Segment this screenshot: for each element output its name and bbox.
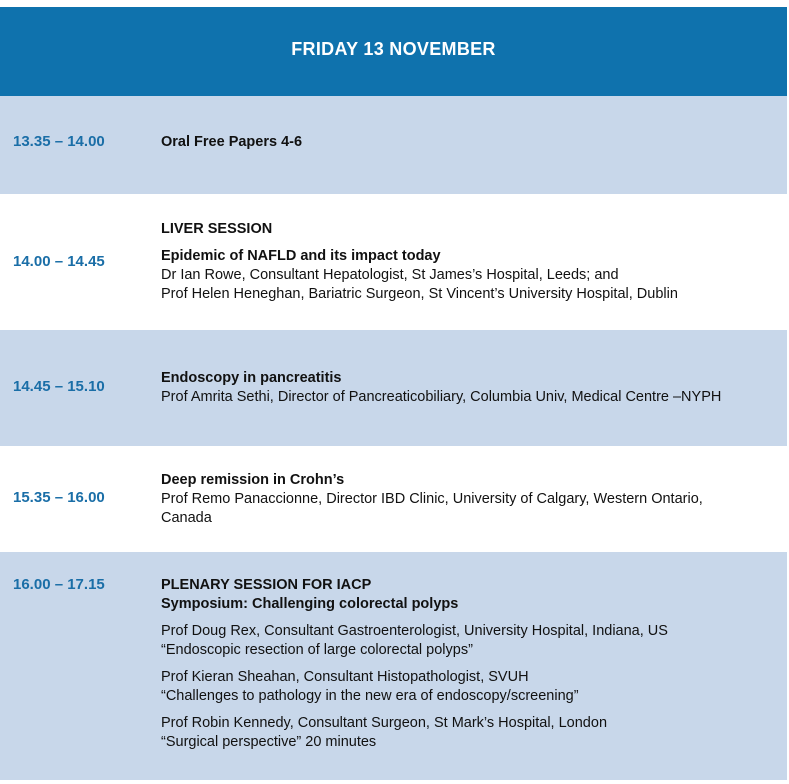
session-time: 16.00 – 17.15	[13, 576, 105, 593]
session-title: Epidemic of NAFLD and its impact today	[161, 248, 441, 264]
speaker-line: Prof Amrita Sethi, Director of Pancreaticobiliary, Columbia Univ, Medical Centre –NYPH	[161, 389, 722, 405]
session-content	[161, 369, 781, 407]
speaker-block	[161, 668, 781, 706]
session-row	[0, 552, 787, 780]
speaker-block	[161, 622, 781, 660]
session-heading: LIVER SESSION	[161, 221, 273, 237]
speaker-line: Prof Remo Panaccionne, Director IBD Clinic, University of Calgary, Western Ontario,	[161, 491, 703, 507]
session-time: 13.35 – 14.00	[13, 133, 105, 150]
session-time: 14.45 – 15.10	[13, 378, 105, 395]
session-content	[161, 220, 781, 304]
speaker-name: Prof Robin Kennedy, Consultant Surgeon, St Mark’s Hospital, London	[161, 715, 608, 731]
session-time: 15.35 – 16.00	[13, 489, 105, 506]
day-header	[0, 7, 787, 96]
session-row	[0, 194, 787, 330]
talk-title: “Endoscopic resection of large colorectal polyps”	[161, 642, 473, 658]
session-row	[0, 446, 787, 552]
session-title: Endoscopy in pancreatitis	[161, 370, 342, 386]
session-title: Deep remission in Crohn’s	[161, 472, 345, 488]
session-time: 14.00 – 14.45	[13, 253, 105, 270]
speaker-block	[161, 714, 781, 752]
session-title: Oral Free Papers 4-6	[161, 134, 303, 150]
speaker-line: Prof Helen Heneghan, Bariatric Surgeon, St Vincent’s University Hospital, Dublin	[161, 286, 678, 302]
speaker-name: Prof Kieran Sheahan, Consultant Histopathologist, SVUH	[161, 669, 529, 685]
talk-title: “Challenges to pathology in the new era of endoscopy/screening”	[161, 688, 579, 704]
session-content	[161, 576, 781, 760]
talk-title: “Surgical perspective” 20 minutes	[161, 734, 377, 750]
session-row	[0, 330, 787, 446]
speaker-name: Prof Doug Rex, Consultant Gastroenterologist, University Hospital, Indiana, US	[161, 623, 668, 639]
session-content	[161, 471, 781, 528]
day-title: FRIDAY 13 NOVEMBER	[291, 39, 496, 59]
speaker-line: Canada	[161, 510, 212, 526]
session-title: Symposium: Challenging colorectal polyps	[161, 596, 459, 612]
session-content	[161, 133, 781, 152]
session-heading: PLENARY SESSION FOR IACP	[161, 577, 372, 593]
speaker-line: Dr Ian Rowe, Consultant Hepatologist, St James’s Hospital, Leeds; and	[161, 267, 619, 283]
session-row	[0, 96, 787, 194]
